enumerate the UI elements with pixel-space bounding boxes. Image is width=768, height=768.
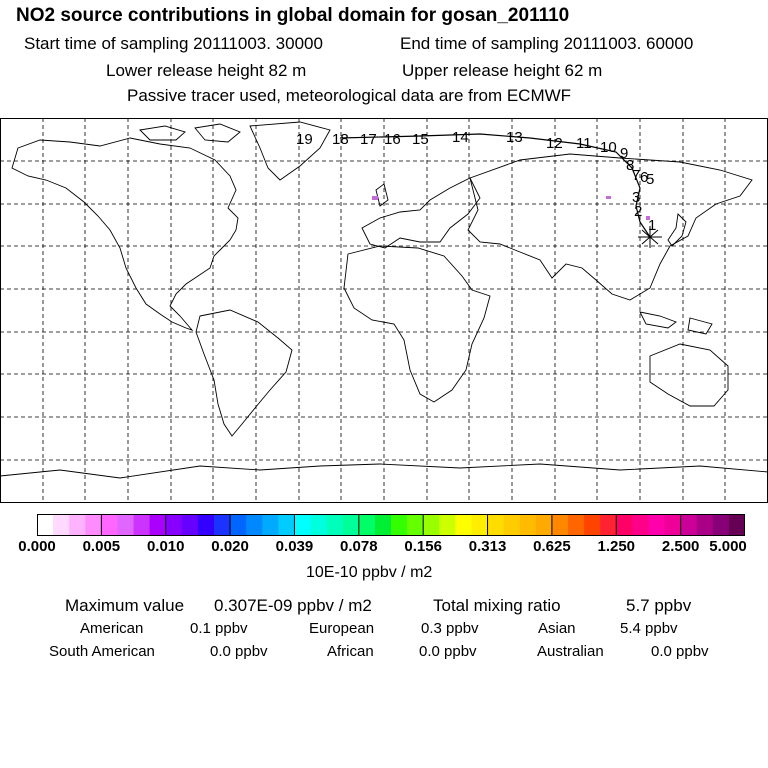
region-australian-label: Australian xyxy=(537,643,604,660)
trajectory-label: 14 xyxy=(452,129,469,146)
trajectory-label: 1 xyxy=(648,217,657,234)
colorbar xyxy=(37,514,745,536)
colorbar-cell xyxy=(407,514,424,536)
upper-release-text: Upper release height 62 m xyxy=(402,61,603,80)
colorbar-tick-label: 1.250 xyxy=(597,538,636,555)
colorbar-units: 10E-10 ppbv / m2 xyxy=(306,564,433,581)
start-time-text: Start time of sampling 20111003. 30000 xyxy=(24,34,323,53)
colorbar-cell xyxy=(294,514,311,536)
trajectory-label: 19 xyxy=(296,131,313,148)
region-australian-value: 0.0 ppbv xyxy=(651,643,709,660)
colorbar-cell xyxy=(53,514,70,536)
colorbar-cell xyxy=(520,514,537,536)
trajectory-label: 3 xyxy=(632,189,641,206)
colorbar-cell xyxy=(230,514,247,536)
colorbar-cell xyxy=(262,514,279,536)
colorbar-cell xyxy=(423,514,440,536)
colorbar-tick-label: 0.020 xyxy=(211,538,249,555)
colorbar-cell xyxy=(504,514,521,536)
colorbar-cell xyxy=(85,514,102,536)
colorbar-cell xyxy=(101,514,118,536)
colorbar-cell xyxy=(713,514,730,536)
colorbar-tick-label: 2.500 xyxy=(661,538,700,555)
trajectory-label: 11 xyxy=(576,135,592,152)
colorbar-tick-label: 0.313 xyxy=(468,538,507,555)
colorbar-cell xyxy=(37,514,54,536)
colorbar-cell xyxy=(600,514,617,536)
trajectory-label: 12 xyxy=(546,135,563,152)
trajectory-label: 16 xyxy=(384,131,401,148)
total-label: Total mixing ratio xyxy=(433,596,561,615)
colorbar-cell xyxy=(166,514,183,536)
colorbar-cell xyxy=(69,514,86,536)
region-american-label: American xyxy=(80,620,144,637)
colorbar-cell xyxy=(568,514,585,536)
colorbar-cell xyxy=(311,514,328,536)
trajectory-label: 17 xyxy=(360,131,377,148)
trajectory-label: 18 xyxy=(332,131,349,148)
max-value-label: Maximum value xyxy=(65,596,185,615)
colorbar-cell xyxy=(439,514,456,536)
world-map xyxy=(0,118,768,503)
trajectory-label: 2 xyxy=(634,203,643,220)
colorbar-tick-label: 0.005 xyxy=(82,538,121,555)
region-south-american-value: 0.0 ppbv xyxy=(210,643,268,660)
colorbar-cell xyxy=(648,514,665,536)
colorbar-cell xyxy=(665,514,682,536)
colorbar-tick-label: 0.000 xyxy=(18,538,56,555)
colorbar-cell xyxy=(616,514,633,536)
colorbar-cell xyxy=(246,514,263,536)
colorbar-cell xyxy=(343,514,360,536)
colorbar-cell xyxy=(182,514,199,536)
trajectory-label: 7 xyxy=(632,167,641,184)
region-american-value: 0.1 ppbv xyxy=(190,620,248,637)
colorbar-cell xyxy=(552,514,569,536)
colorbar-cell xyxy=(327,514,344,536)
colorbar-tick-label: 0.156 xyxy=(404,538,442,555)
colorbar-cell xyxy=(632,514,649,536)
colorbar-cell xyxy=(134,514,151,536)
colorbar-cell xyxy=(198,514,215,536)
colorbar-tick-label: 0.625 xyxy=(533,538,571,555)
plot-title: NO2 source contributions in global domain for gosan_201110 xyxy=(16,5,570,26)
region-african-value: 0.0 ppbv xyxy=(419,643,477,660)
max-value: 0.307E-09 ppbv / m2 xyxy=(214,596,372,615)
region-asian-label: Asian xyxy=(538,620,576,637)
colorbar-cell xyxy=(681,514,698,536)
colorbar-cell xyxy=(359,514,376,536)
colorbar-tick-label: 0.078 xyxy=(340,538,378,555)
region-european-value: 0.3 ppbv xyxy=(421,620,479,637)
trajectory-label: 8 xyxy=(626,157,635,174)
colorbar-cell xyxy=(488,514,505,536)
colorbar-cell xyxy=(455,514,472,536)
colorbar-cell xyxy=(536,514,553,536)
trajectory-label: 15 xyxy=(412,131,429,148)
colorbar-cell xyxy=(391,514,408,536)
lower-release-text: Lower release height 82 m xyxy=(106,61,307,80)
colorbar-tick-label: 0.010 xyxy=(146,538,185,555)
colorbar-tick-label: 5.000 xyxy=(709,538,747,555)
tracer-note-text: Passive tracer used, meteorological data are from ECMWF xyxy=(127,86,572,105)
colorbar-cell xyxy=(150,514,167,536)
region-asian-value: 5.4 ppbv xyxy=(620,620,678,637)
trajectory-label: 6 xyxy=(640,169,649,186)
region-european-label: European xyxy=(309,620,375,637)
region-african-label: African xyxy=(327,643,374,660)
colorbar-cell xyxy=(278,514,295,536)
colorbar-cell xyxy=(697,514,714,536)
colorbar-cell xyxy=(729,514,745,536)
colorbar-cell xyxy=(117,514,134,536)
colorbar-tick-label: 0.039 xyxy=(275,538,314,555)
end-time-text: End time of sampling 20111003. 60000 xyxy=(400,34,694,53)
colorbar-cell xyxy=(214,514,231,536)
trajectory-label: 13 xyxy=(506,129,523,146)
trajectory-label: 5 xyxy=(646,171,655,188)
total-value: 5.7 ppbv xyxy=(626,596,692,615)
trajectory-label: 10 xyxy=(600,139,617,156)
colorbar-cell xyxy=(375,514,392,536)
region-south-american-label: South American xyxy=(49,643,155,660)
trajectory-label: 9 xyxy=(620,145,629,162)
colorbar-cell xyxy=(584,514,601,536)
colorbar-cell xyxy=(471,514,488,536)
